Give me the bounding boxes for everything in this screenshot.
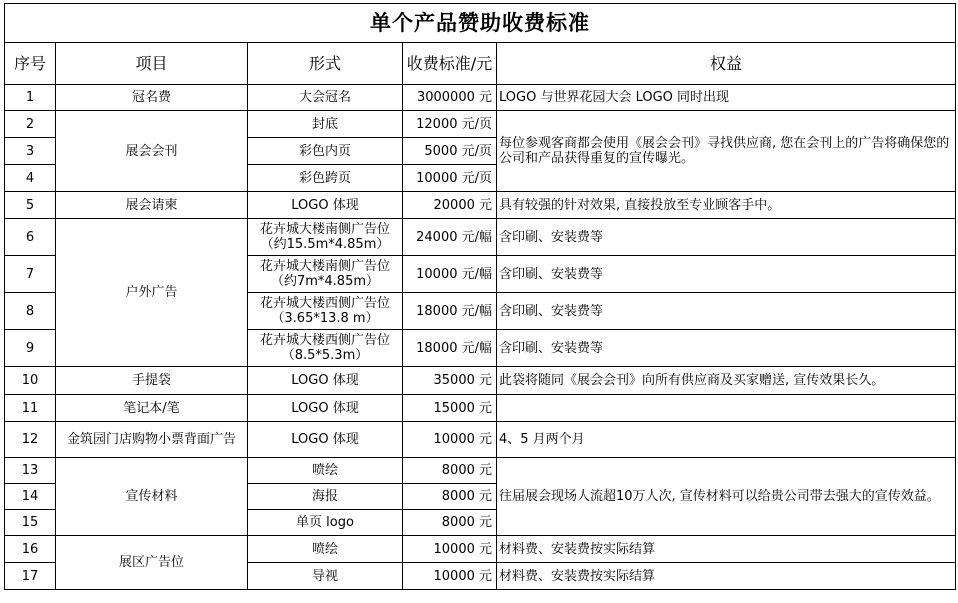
row-price: 18000 元/幅	[403, 293, 497, 330]
row-no: 11	[5, 395, 56, 422]
row-form: 导视	[248, 563, 403, 590]
row-form: 花卉城大楼南侧广告位（约15.5m*4.85m）	[248, 219, 403, 256]
row-item: 金筑园门店购物小票背面广告	[56, 422, 248, 458]
row-benefit: 材料费、安装费按实际结算	[497, 563, 956, 590]
row-no: 4	[5, 165, 56, 192]
row-form: LOGO 体现	[248, 395, 403, 422]
row-no: 7	[5, 256, 56, 293]
table-row	[5, 422, 956, 458]
row-no: 15	[5, 510, 56, 536]
row-item: 笔记本/笔	[56, 395, 248, 422]
row-form: 彩色内页	[248, 138, 403, 165]
row-item: 手提袋	[56, 367, 248, 395]
row-form: LOGO 体现	[248, 367, 403, 395]
row-price: 10000 元	[403, 563, 497, 590]
table-row	[5, 219, 956, 256]
row-benefit: 每位参观客商都会使用《展会会刊》寻找供应商, 您在会刊上的广告将确保您的公司和产品获得重复的宣传曝光。	[497, 111, 956, 192]
table-row	[5, 192, 956, 219]
row-no: 10	[5, 367, 56, 395]
row-price: 12000 元/页	[403, 111, 497, 138]
row-benefit: 含印刷、安装费等	[497, 330, 956, 367]
row-no: 13	[5, 458, 56, 484]
table-row	[5, 111, 956, 138]
row-price: 8000 元	[403, 484, 497, 510]
sponsorship-fee-table	[4, 3, 956, 590]
row-benefit	[497, 395, 956, 422]
row-form: 喷绘	[248, 536, 403, 563]
row-price: 3000000 元	[403, 85, 497, 111]
row-no: 17	[5, 563, 56, 590]
row-price: 10000 元/幅	[403, 256, 497, 293]
row-form: LOGO 体现	[248, 422, 403, 458]
header-no: 序号	[5, 43, 56, 85]
row-form: 海报	[248, 484, 403, 510]
table-title: 单个产品赞助收费标准	[5, 4, 956, 43]
header-form: 形式	[248, 43, 403, 85]
row-price: 15000 元	[403, 395, 497, 422]
table-row	[5, 395, 956, 422]
row-form: 花卉城大楼西侧广告位（8.5*5.3m）	[248, 330, 403, 367]
row-benefit: 4、5 月两个月	[497, 422, 956, 458]
row-form: 花卉城大楼西侧广告位（3.65*13.8 m）	[248, 293, 403, 330]
row-form: 单页 logo	[248, 510, 403, 536]
row-price: 10000 元	[403, 536, 497, 563]
row-price: 18000 元/幅	[403, 330, 497, 367]
row-form: 彩色跨页	[248, 165, 403, 192]
row-no: 9	[5, 330, 56, 367]
header-benefit: 权益	[497, 43, 956, 85]
row-no: 8	[5, 293, 56, 330]
row-benefit: 含印刷、安装费等	[497, 293, 956, 330]
row-benefit: LOGO 与世界花园大会 LOGO 同时出现	[497, 85, 956, 111]
row-form: 喷绘	[248, 458, 403, 484]
row-price: 8000 元	[403, 458, 497, 484]
row-benefit: 具有较强的针对效果, 直接投放至专业顾客手中。	[497, 192, 956, 219]
row-price: 10000 元	[403, 422, 497, 458]
row-price: 8000 元	[403, 510, 497, 536]
row-item: 展会会刊	[56, 111, 248, 192]
row-form: LOGO 体现	[248, 192, 403, 219]
row-item: 展会请柬	[56, 192, 248, 219]
row-no: 3	[5, 138, 56, 165]
table-row	[5, 367, 956, 395]
row-item: 展区广告位	[56, 536, 248, 590]
row-benefit: 此袋将随同《展会会刊》向所有供应商及买家赠送, 宣传效果长久。	[497, 367, 956, 395]
row-benefit: 材料费、安装费按实际结算	[497, 536, 956, 563]
table-row	[5, 536, 956, 563]
row-no: 2	[5, 111, 56, 138]
table-row	[5, 85, 956, 111]
row-benefit: 含印刷、安装费等	[497, 256, 956, 293]
header-item: 项目	[56, 43, 248, 85]
row-price: 35000 元	[403, 367, 497, 395]
row-price: 5000 元/页	[403, 138, 497, 165]
row-price: 10000 元/页	[403, 165, 497, 192]
row-price: 20000 元	[403, 192, 497, 219]
row-benefit: 含印刷、安装费等	[497, 219, 956, 256]
row-no: 5	[5, 192, 56, 219]
row-benefit: 往届展会现场人流超10万人次, 宣传材料可以给贵公司带去强大的宣传效益。	[497, 458, 956, 536]
row-item: 宣传材料	[56, 458, 248, 536]
table-row	[5, 458, 956, 484]
row-form: 封底	[248, 111, 403, 138]
row-no: 12	[5, 422, 56, 458]
row-no: 1	[5, 85, 56, 111]
header-price: 收费标准/元	[403, 43, 497, 85]
row-item: 冠名费	[56, 85, 248, 111]
row-no: 14	[5, 484, 56, 510]
row-form: 大会冠名	[248, 85, 403, 111]
row-no: 16	[5, 536, 56, 563]
row-price: 24000 元/幅	[403, 219, 497, 256]
row-item: 户外广告	[56, 219, 248, 367]
row-form: 花卉城大楼南侧广告位（约7m*4.85m）	[248, 256, 403, 293]
row-no: 6	[5, 219, 56, 256]
header-row	[5, 43, 956, 85]
